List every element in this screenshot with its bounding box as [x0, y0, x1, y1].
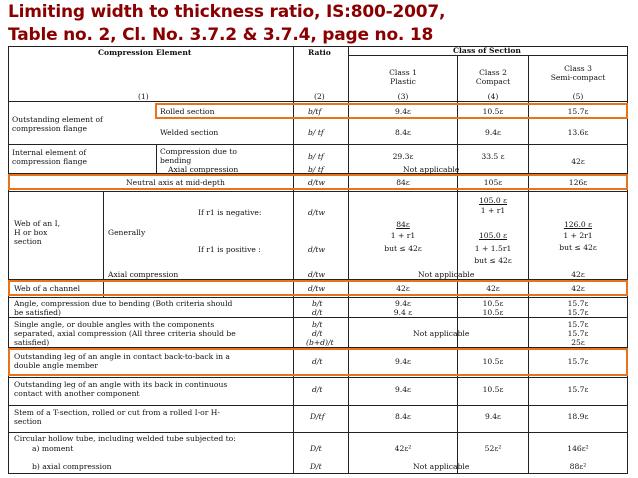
tube-axial-class3: 88ε² [569, 462, 587, 471]
web-negative-class1-den: 1 + r1 [390, 231, 416, 240]
back-to-back-label-1: Outstanding leg of an angle in contact back-to-back in a [14, 352, 230, 361]
tube-moment-class3: 146ε² [567, 444, 589, 453]
rolled-ratio: b/tf [308, 107, 322, 116]
internal-bending-label-1: Compression due to [160, 147, 237, 156]
single-angle-ratio-1: b/t [312, 320, 323, 329]
tsection-class1: 8.4ε [394, 412, 411, 421]
single-angle-na: Not applicable [413, 329, 470, 338]
tube-moment-class1: 42ε² [394, 444, 412, 453]
highlight-rolled-section [155, 103, 628, 119]
web-label-1: Web of an I, [14, 219, 60, 228]
channel-label: Web of a channel [14, 284, 81, 293]
channel-class3: 42ε [571, 284, 585, 293]
web-axial-label: Axial compression [108, 270, 179, 279]
outstanding-label-2: compression flange [12, 124, 87, 133]
tube-axial-label: b) axial compression [32, 462, 112, 471]
rolled-class3: 15.7ε [567, 107, 589, 116]
angle-bending-class3-a: 15.7ε [567, 299, 589, 308]
welded-section-label: Welded section [160, 128, 219, 137]
header-class2-sub: Compact [475, 77, 511, 86]
rolled-class2: 10.5ε [482, 107, 504, 116]
rolled-class1: 9.4ε [394, 107, 411, 116]
angle-bending-class2-b: 10.5ε [482, 308, 504, 317]
web-label-3: section [14, 237, 42, 246]
rolled-section-label: Rolled section [160, 107, 215, 116]
header-class2: Class 2 [479, 68, 507, 77]
web-axial-class3: 42ε [571, 270, 585, 279]
header-class3: Class 3 [564, 64, 592, 73]
highlight-neutral-axis [8, 174, 628, 190]
angle-bending-class3-b: 15.7ε [567, 308, 589, 317]
web-positive-ratio: d/tw [308, 245, 325, 254]
neutral-axis-class2: 105ε [483, 178, 503, 187]
back-to-back-ratio: d/t [312, 357, 323, 366]
col-number-5: (5) [572, 92, 584, 101]
outstanding-label-1: Outstanding element of [12, 115, 103, 124]
web-generally-label: Generally [108, 228, 146, 237]
single-angle-class3-a: 15.7ε [567, 320, 589, 329]
single-angle-label-2: separated, axial compression (All three criteria should be [14, 329, 236, 338]
single-angle-ratio-3: (b+d)/t [306, 338, 334, 347]
web-positive-class2-num: 105.0 ε [478, 231, 508, 240]
internal-axial-na: Not applicable [403, 165, 460, 174]
web-negative-class2-den: 1 + r1 [480, 206, 506, 215]
web-negative-class2-num: 105.0 ε [478, 196, 508, 205]
tube-moment-label: a) moment [32, 444, 74, 453]
highlight-back-to-back [8, 348, 628, 376]
back-to-back-label-2: double angle member [14, 361, 99, 370]
angle-bending-label-1: Angle, compression due to bending (Both criteria should [14, 299, 233, 308]
internal-bending-class3: 42ε [571, 157, 585, 166]
header-class3-sub: Semi-compact [550, 73, 606, 82]
continuous-ratio: d/t [312, 385, 323, 394]
web-axial-na: Not applicable [418, 270, 475, 279]
internal-bending-class1: 29.3ε [392, 152, 414, 161]
highlight-web-of-channel [8, 280, 628, 296]
tube-axial-ratio: D/t [310, 462, 322, 471]
col-number-2: (2) [314, 92, 325, 101]
channel-class2: 42ε [486, 284, 500, 293]
continuous-class3: 15.7ε [567, 385, 589, 394]
angle-bending-ratio-1: b/t [312, 299, 323, 308]
continuous-class1: 9.4ε [394, 385, 411, 394]
slide-title-line-2: Table no. 2, Cl. No. 3.7.2 & 3.7.4, page no. 18 [8, 25, 434, 45]
tsection-class2: 9.4ε [484, 412, 501, 421]
channel-ratio: d/tw [308, 284, 325, 293]
col-number-3: (3) [397, 92, 409, 101]
single-angle-label-1: Single angle, or double angles with the components [14, 320, 215, 329]
internal-axial-label: Axial compression [168, 165, 239, 174]
internal-axial-ratio: b/ tf [308, 165, 324, 174]
internal-bending-label-2: bending [160, 156, 192, 165]
tube-moment-class2: 52ε² [484, 444, 502, 453]
web-negative-ratio: d/tw [308, 208, 325, 217]
back-to-back-class3: 15.7ε [567, 357, 589, 366]
angle-bending-ratio-2: d/t [312, 308, 323, 317]
angle-bending-class2-a: 10.5ε [482, 299, 504, 308]
single-angle-label-3: satisfied) [14, 338, 50, 347]
internal-bending-ratio: b/ tf [308, 152, 324, 161]
header-ratio: Ratio [308, 48, 331, 57]
internal-label-2: compression flange [12, 157, 87, 166]
welded-class2: 9.4ε [484, 128, 501, 137]
col-number-1: (1) [138, 92, 149, 101]
continuous-class2: 10.5ε [482, 385, 504, 394]
web-class3-den: 1 + 2r1 [563, 231, 593, 240]
single-angle-ratio-2: d/t [312, 329, 323, 338]
angle-bending-class1-a: 9.4ε [394, 299, 411, 308]
tsection-label-2: section [14, 417, 42, 426]
welded-class1: 8.4ε [394, 128, 411, 137]
welded-class3: 13.6ε [567, 128, 589, 137]
tsection-label-1: Stem of a T-section, rolled or cut from a rolled I-or H- [14, 408, 220, 417]
header-compression-element: Compression Element [98, 48, 192, 57]
channel-class1: 42ε [396, 284, 410, 293]
angle-bending-class1-b: 9.4 ε [393, 308, 413, 317]
web-label-2: H or box [14, 228, 48, 237]
tsection-ratio: D/tf [310, 412, 325, 421]
web-negative-class1-num: 84ε [396, 220, 410, 229]
header-class-of-section: Class of Section [453, 46, 521, 55]
tube-axial-na: Not applicable [413, 462, 470, 471]
web-positive-class2-den: 1 + 1.5r1 [474, 244, 512, 253]
back-to-back-class1: 9.4ε [394, 357, 411, 366]
neutral-axis-ratio: d/tw [308, 178, 325, 187]
angle-bending-label-2: be satisfied) [14, 308, 61, 317]
web-class3-num: 126.0 ε [563, 220, 593, 229]
web-negative-label: If r1 is negative: [198, 208, 262, 217]
web-class1-limit: but ≤ 42ε [384, 244, 422, 253]
back-to-back-class2: 10.5ε [482, 357, 504, 366]
single-angle-class3-b: 15.7ε [567, 329, 589, 338]
tube-moment-ratio: D/t [310, 444, 322, 453]
neutral-axis-class1: 84ε [396, 178, 410, 187]
internal-bending-class2: 33.5 ε [481, 152, 505, 161]
header-class1-sub: Plastic [390, 77, 416, 86]
slenderness-table [8, 46, 630, 476]
continuous-label-2: contact with another component [14, 389, 140, 398]
single-angle-class3-c: 25ε [571, 338, 585, 347]
tsection-class3: 18.9ε [567, 412, 589, 421]
continuous-label-1: Outstanding leg of an angle with its back in continuous [14, 380, 228, 389]
internal-label-1: Internal element of [12, 148, 87, 157]
slide-title-line-1: Limiting width to thickness ratio, IS:800-2007, [8, 2, 446, 22]
tube-label: Circular hollow tube, including welded tube subjected to: [14, 434, 236, 443]
web-class3-limit: but ≤ 42ε [559, 243, 597, 252]
web-positive-class2-limit: but ≤ 42ε [474, 256, 512, 265]
neutral-axis-label: Neutral axis at mid-depth [126, 178, 225, 187]
header-class1: Class 1 [389, 68, 417, 77]
web-axial-ratio: d/tw [308, 270, 325, 279]
welded-ratio: b/ tf [308, 128, 324, 137]
col-number-4: (4) [487, 92, 499, 101]
neutral-axis-class3: 126ε [568, 178, 588, 187]
web-positive-label: If r1 is positive : [198, 245, 261, 254]
